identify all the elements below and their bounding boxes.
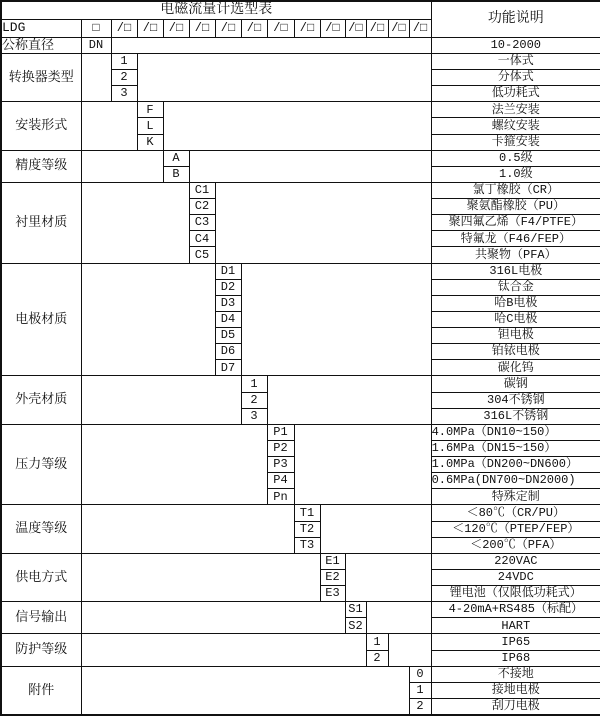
code-pressure-rating-P1: P1 [267,424,294,440]
empty-span-right-lining-material [215,182,431,263]
desc-pressure-rating-Pn: 特殊定制 [431,489,600,505]
code-temperature-rating-T2: T2 [294,521,320,537]
code-box: □ [81,19,111,37]
code-pressure-rating-P4: P4 [267,473,294,489]
desc-pressure-rating-P4: 0.6MPa(DN700~DN2000) [431,473,600,489]
empty-span-left-accuracy-class [81,150,163,182]
desc-installation-form-L: 螺纹安装 [431,118,600,134]
group-label-nominal-diameter: 公称直径 [1,37,81,53]
group-label-lining-material: 衬里材质 [1,182,81,263]
empty-span-right-protection-rating [388,634,431,666]
empty-span-left-signal-output [81,602,345,634]
code-pressure-rating-P2: P2 [267,440,294,456]
desc-electrode-material-D3: 哈B电极 [431,295,600,311]
desc-protection-rating-1: IP65 [431,634,600,650]
desc-accuracy-class-A: 0.5级 [431,150,600,166]
group-label-electrode-material: 电极材质 [1,263,81,376]
desc-electrode-material-D6: 铂铱电极 [431,344,600,360]
code-slot-3: /□ [163,19,189,37]
empty-span-left-converter-type [81,53,111,101]
group-label-signal-output: 信号输出 [1,602,81,634]
code-converter-type-3: 3 [111,86,137,102]
desc-lining-material-C5: 共聚物（PFA） [431,247,600,263]
code-slot-13: /□ [409,19,431,37]
desc-lining-material-C4: 特氟龙（F46/FEP） [431,231,600,247]
empty-span-right-electrode-material [241,263,431,376]
empty-span-right-power-supply [345,553,431,601]
code-lining-material-C3: C3 [189,215,215,231]
desc-lining-material-C3: 聚四氟乙烯（F4/PTFE） [431,215,600,231]
group-label-temperature-rating: 温度等级 [1,505,81,553]
code-signal-output-S2: S2 [345,618,366,634]
code-power-supply-E3: E3 [320,586,345,602]
desc-lining-material-C1: 氯丁橡胶（CR） [431,182,600,198]
desc-electrode-material-D1: 316L电极 [431,263,600,279]
empty-span-left-lining-material [81,182,189,263]
code-pressure-rating-Pn: Pn [267,489,294,505]
code-slot-5: /□ [215,19,241,37]
function-column-header: 功能说明 [431,1,600,37]
desc-protection-rating-2: IP68 [431,650,600,666]
code-electrode-material-D4: D4 [215,311,241,327]
group-label-installation-form: 安装形式 [1,102,81,150]
desc-power-supply-E2: 24VDC [431,569,600,585]
desc-electrode-material-D7: 碳化钨 [431,360,600,376]
code-accuracy-class-B: B [163,166,189,182]
code-lining-material-C5: C5 [189,247,215,263]
code-electrode-material-D5: D5 [215,328,241,344]
empty-span-left-accessories [81,666,409,715]
empty-span-left-protection-rating [81,634,366,666]
code-slot-10: /□ [345,19,366,37]
code-electrode-material-D1: D1 [215,263,241,279]
empty-span-right-accuracy-class [189,150,431,182]
code-slot-2: /□ [137,19,163,37]
group-label-housing-material: 外壳材质 [1,376,81,424]
desc-accessories-0: 不接地 [431,666,600,682]
empty-span-right-converter-type [137,53,431,101]
desc-accessories-2: 刮刀电极 [431,698,600,715]
empty-span-right-nominal-diameter [111,37,431,53]
group-label-protection-rating: 防护等级 [1,634,81,666]
empty-span-right-installation-form [163,102,431,150]
code-slot-7: /□ [267,19,294,37]
code-lining-material-C4: C4 [189,231,215,247]
code-housing-material-3: 3 [241,408,267,424]
code-power-supply-E1: E1 [320,553,345,569]
empty-span-right-pressure-rating [294,424,431,505]
desc-housing-material-2: 304不锈钢 [431,392,600,408]
desc-pressure-rating-P3: 1.0MPa（DN200~DN600） [431,457,600,473]
desc-installation-form-F: 法兰安装 [431,102,600,118]
desc-signal-output-S2: HART [431,618,600,634]
group-label-power-supply: 供电方式 [1,553,81,601]
code-housing-material-2: 2 [241,392,267,408]
desc-temperature-rating-T1: ＜80℃（CR/PU） [431,505,600,521]
desc-temperature-rating-T2: ＜120℃（PTEP/FEP） [431,521,600,537]
model-prefix: LDG [1,19,81,37]
code-electrode-material-D3: D3 [215,295,241,311]
code-accessories-2: 2 [409,698,431,715]
code-electrode-material-D7: D7 [215,360,241,376]
empty-span-left-power-supply [81,553,320,601]
code-slot-8: /□ [294,19,320,37]
desc-electrode-material-D4: 哈C电极 [431,311,600,327]
code-lining-material-C1: C1 [189,182,215,198]
code-slot-6: /□ [241,19,267,37]
code-installation-form-K: K [137,134,163,150]
code-protection-rating-2: 2 [366,650,388,666]
group-label-converter-type: 转换器类型 [1,53,81,101]
desc-electrode-material-D2: 钛合金 [431,279,600,295]
code-pressure-rating-P3: P3 [267,457,294,473]
empty-span-right-temperature-rating [320,505,431,553]
empty-span-right-housing-material [267,376,431,424]
desc-lining-material-C2: 聚氨酯橡胶（PU） [431,199,600,215]
desc-power-supply-E3: 锂电池（仅限低功耗式） [431,586,600,602]
empty-span-right-signal-output [366,602,431,634]
empty-span-left-installation-form [81,102,137,150]
desc-housing-material-3: 316L不锈钢 [431,408,600,424]
group-label-accessories: 附件 [1,666,81,715]
group-label-pressure-rating: 压力等级 [1,424,81,505]
desc-temperature-rating-T3: ＜200℃（PFA） [431,537,600,553]
code-electrode-material-D6: D6 [215,344,241,360]
code-accessories-0: 0 [409,666,431,682]
code-slot-11: /□ [366,19,388,37]
table-title: 电磁流量计选型表 [1,1,431,19]
empty-span-left-electrode-material [81,263,215,376]
desc-pressure-rating-P2: 1.6MPa（DN15~150） [431,440,600,456]
desc-converter-type-2: 分体式 [431,70,600,86]
code-nominal-diameter-DN: DN [81,37,111,53]
empty-span-left-pressure-rating [81,424,267,505]
group-label-accuracy-class: 精度等级 [1,150,81,182]
code-accessories-1: 1 [409,682,431,698]
desc-housing-material-1: 碳钢 [431,376,600,392]
code-converter-type-1: 1 [111,53,137,69]
desc-accessories-1: 接地电极 [431,682,600,698]
desc-electrode-material-D5: 钽电极 [431,328,600,344]
code-housing-material-1: 1 [241,376,267,392]
desc-signal-output-S1: 4-20mA+RS485（标配） [431,602,600,618]
desc-pressure-rating-P1: 4.0MPa（DN10~150） [431,424,600,440]
desc-power-supply-E1: 220VAC [431,553,600,569]
code-power-supply-E2: E2 [320,569,345,585]
code-protection-rating-1: 1 [366,634,388,650]
code-accuracy-class-A: A [163,150,189,166]
code-slot-4: /□ [189,19,215,37]
desc-nominal-diameter-DN: 10-2000 [431,37,600,53]
code-temperature-rating-T3: T3 [294,537,320,553]
code-installation-form-L: L [137,118,163,134]
desc-converter-type-1: 一体式 [431,53,600,69]
code-signal-output-S1: S1 [345,602,366,618]
code-slot-12: /□ [388,19,409,37]
code-temperature-rating-T1: T1 [294,505,320,521]
code-converter-type-2: 2 [111,70,137,86]
empty-span-left-housing-material [81,376,241,424]
code-installation-form-F: F [137,102,163,118]
code-slot-9: /□ [320,19,345,37]
desc-accuracy-class-B: 1.0级 [431,166,600,182]
empty-span-left-temperature-rating [81,505,294,553]
code-slot-1: /□ [111,19,137,37]
desc-converter-type-3: 低功耗式 [431,86,600,102]
code-lining-material-C2: C2 [189,199,215,215]
desc-installation-form-K: 卡箍安装 [431,134,600,150]
code-electrode-material-D2: D2 [215,279,241,295]
